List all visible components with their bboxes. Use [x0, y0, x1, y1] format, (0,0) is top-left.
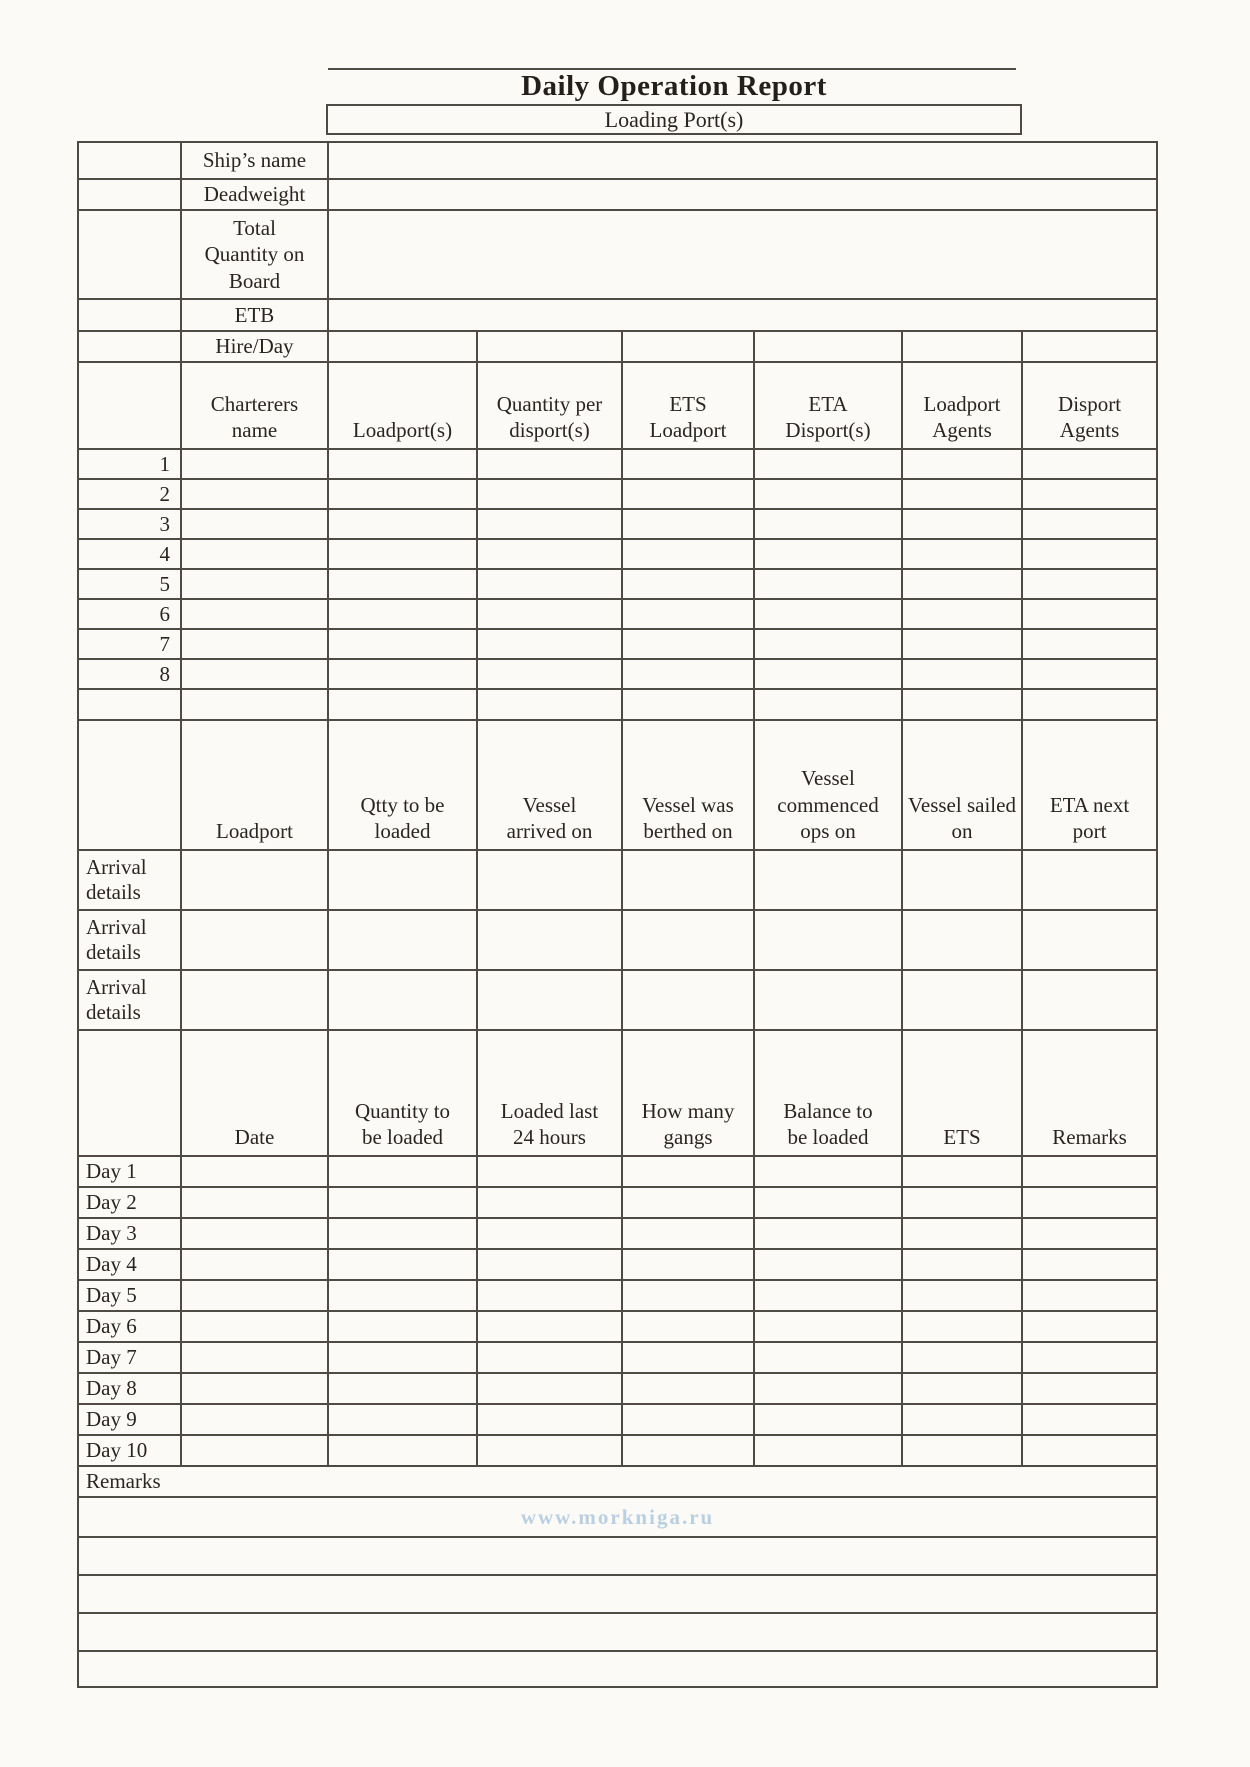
- header-date-text: Date: [234, 1124, 275, 1149]
- empty-cell: [754, 910, 902, 970]
- empty-cell: [1022, 659, 1157, 689]
- empty-cell: [181, 659, 328, 689]
- empty-cell: [1022, 689, 1157, 720]
- header-vessel-arrived-on: [477, 720, 622, 850]
- charterer-row-4: [78, 539, 1157, 569]
- empty-cell: [1022, 1218, 1157, 1249]
- empty-cell: [1022, 539, 1157, 569]
- empty-cell: [181, 1280, 328, 1311]
- empty-cell: [902, 850, 1022, 910]
- empty-cell: [902, 1280, 1022, 1311]
- header-eta-next-port-text: ETA next port: [1049, 792, 1130, 843]
- empty-cell: [477, 1218, 622, 1249]
- empty-cell: [328, 479, 477, 509]
- empty-cell: [328, 689, 477, 720]
- empty-cell: [477, 1373, 622, 1404]
- empty-cell: [1022, 1280, 1157, 1311]
- empty-cell: [622, 1156, 754, 1187]
- header-loadports: [328, 362, 477, 449]
- empty-cell: [1022, 1249, 1157, 1280]
- empty-cell: [902, 509, 1022, 539]
- ships-name-label: [181, 142, 328, 179]
- row-number: 3: [78, 509, 181, 539]
- empty-cell: [622, 331, 754, 362]
- empty-cell: [1022, 509, 1157, 539]
- header-loadports-text: Loadport(s): [352, 417, 453, 442]
- info-row-hire-day: [78, 331, 1157, 362]
- empty-cell: [181, 449, 328, 479]
- header-disport-agents: [1022, 362, 1157, 449]
- empty-cell: [622, 1187, 754, 1218]
- empty-cell: [622, 599, 754, 629]
- deadweight-label: [181, 179, 328, 210]
- empty-cell: [754, 1435, 902, 1466]
- day-label: Day 10: [78, 1435, 181, 1466]
- header-loadport: [181, 720, 328, 850]
- empty-cell: [902, 1311, 1022, 1342]
- empty-cell: [181, 539, 328, 569]
- empty-cell: [328, 569, 477, 599]
- empty-cell: [1022, 599, 1157, 629]
- charterer-row-7: [78, 629, 1157, 659]
- empty-cell: [78, 179, 181, 210]
- page-title: Daily Operation Report: [521, 70, 827, 102]
- empty-cell: [328, 659, 477, 689]
- empty-cell: [622, 509, 754, 539]
- hire-day-label: [181, 331, 328, 362]
- empty-cell: [1022, 1187, 1157, 1218]
- day-label: Day 9: [78, 1404, 181, 1435]
- empty-cell: [622, 629, 754, 659]
- header-quantity-to-be-loaded: [328, 1030, 477, 1156]
- row-number: 1: [78, 449, 181, 479]
- deadweight-value-cell: [328, 179, 1157, 210]
- header-ets: [902, 1030, 1022, 1156]
- spacer-row: [78, 689, 1157, 720]
- empty-cell: [902, 1218, 1022, 1249]
- empty-cell: [181, 1373, 328, 1404]
- empty-cell: [754, 539, 902, 569]
- day-row-6: [78, 1311, 1157, 1342]
- day-row-2: [78, 1187, 1157, 1218]
- empty-cell: [477, 850, 622, 910]
- empty-cell: [622, 659, 754, 689]
- empty-cell: [622, 539, 754, 569]
- empty-cell: [181, 1435, 328, 1466]
- info-row-etb: [78, 299, 1157, 331]
- empty-cell: [328, 509, 477, 539]
- empty-cell: [1022, 850, 1157, 910]
- header-ets-loadport: [622, 362, 754, 449]
- header-charterers-name-text: Charterers name: [210, 391, 299, 442]
- free-row-3: [78, 1575, 1157, 1613]
- empty-cell: [181, 479, 328, 509]
- remarks-row: [78, 1466, 1157, 1497]
- day-label: Day 5: [78, 1280, 181, 1311]
- empty-cell: [902, 1404, 1022, 1435]
- empty-cell: [902, 599, 1022, 629]
- empty-cell: [1022, 449, 1157, 479]
- empty-cell: [1022, 1156, 1157, 1187]
- total-quantity-label: [181, 210, 328, 299]
- header-loadport-agents-text: Loadport Agents: [923, 391, 1001, 442]
- empty-cell: [1022, 1435, 1157, 1466]
- empty-cell: [328, 539, 477, 569]
- empty-cell: [181, 1218, 328, 1249]
- empty-cell: [622, 910, 754, 970]
- day-label: Day 3: [78, 1218, 181, 1249]
- empty-cell: [328, 331, 477, 362]
- row-number: 7: [78, 629, 181, 659]
- empty-cell: [477, 1342, 622, 1373]
- empty-cell: [902, 449, 1022, 479]
- empty-cell: [754, 850, 902, 910]
- empty-cell: [328, 1156, 477, 1187]
- arrival-details-label: Arrival details: [78, 970, 181, 1030]
- header-balance-to-be-loaded-text: Balance to be loaded: [783, 1098, 873, 1149]
- empty-cell: [622, 1404, 754, 1435]
- empty-cell: [328, 850, 477, 910]
- ships-name-value-cell: [328, 142, 1157, 179]
- empty-cell: [181, 689, 328, 720]
- empty-cell: [754, 331, 902, 362]
- empty-cell: [181, 1249, 328, 1280]
- empty-cell: [181, 599, 328, 629]
- arrival-details-row-2: [78, 910, 1157, 970]
- day-label: Day 1: [78, 1156, 181, 1187]
- empty-cell: [902, 1435, 1022, 1466]
- header-vessel-commenced-ops-on: [754, 720, 902, 850]
- empty-cell: [181, 629, 328, 659]
- empty-cell: [622, 1218, 754, 1249]
- header-loadport-text: Loadport: [216, 818, 293, 843]
- empty-cell: [78, 331, 181, 362]
- charterer-row-6: [78, 599, 1157, 629]
- total-quantity-value-cell: [328, 210, 1157, 299]
- header-eta-disports-text: ETA Disport(s): [785, 391, 871, 442]
- empty-cell: [1022, 1342, 1157, 1373]
- empty-cell: [1022, 970, 1157, 1030]
- empty-cell: [328, 449, 477, 479]
- empty-cell: [477, 1280, 622, 1311]
- charterer-row-3: [78, 509, 1157, 539]
- header-vessel-sailed-on-text: Vessel sailed on: [908, 792, 1016, 843]
- header-date: [181, 1030, 328, 1156]
- empty-cell: [477, 1404, 622, 1435]
- empty-cell: [622, 1342, 754, 1373]
- empty-cell: [181, 1342, 328, 1373]
- empty-cell: [902, 1187, 1022, 1218]
- day-label: Day 8: [78, 1373, 181, 1404]
- empty-cell: [328, 1373, 477, 1404]
- loading-ports-header: Loading Port(s): [326, 104, 1022, 135]
- empty-cell: [477, 1311, 622, 1342]
- empty-cell: [754, 599, 902, 629]
- empty-cell: [328, 1187, 477, 1218]
- day-label: Day 4: [78, 1249, 181, 1280]
- empty-cell: [477, 1249, 622, 1280]
- empty-cell: [902, 659, 1022, 689]
- empty-cell: [78, 1575, 1157, 1613]
- empty-cell: [328, 1404, 477, 1435]
- empty-cell: [622, 1435, 754, 1466]
- free-row-2: [78, 1537, 1157, 1575]
- free-row-4: [78, 1613, 1157, 1651]
- empty-cell: [477, 659, 622, 689]
- watermark-text: www.morkniga.ru: [520, 1504, 715, 1529]
- empty-cell: [902, 569, 1022, 599]
- empty-cell: [78, 142, 181, 179]
- empty-cell: [622, 449, 754, 479]
- etb-label: [181, 299, 328, 331]
- empty-cell: [902, 689, 1022, 720]
- header-charterers-name: [181, 362, 328, 449]
- empty-cell: [622, 1280, 754, 1311]
- arrival-details-row-3: [78, 970, 1157, 1030]
- header-vessel-arrived-on-text: Vessel arrived on: [506, 792, 593, 843]
- header-how-many-gangs: [622, 1030, 754, 1156]
- watermark-cell: [78, 1497, 1157, 1537]
- empty-cell: [477, 479, 622, 509]
- info-row-ships-name: [78, 142, 1157, 179]
- empty-cell: [754, 970, 902, 1030]
- day-row-5: [78, 1280, 1157, 1311]
- empty-cell: [754, 659, 902, 689]
- day-row-10: [78, 1435, 1157, 1466]
- header-vessel-commenced-ops-on-text: Vessel commenced ops on: [777, 766, 879, 843]
- daily-header-row: [78, 1030, 1157, 1156]
- empty-cell: [78, 1613, 1157, 1651]
- vessel-header-row: [78, 720, 1157, 850]
- empty-cell: [477, 1187, 622, 1218]
- empty-cell: [328, 1218, 477, 1249]
- empty-cell: [622, 850, 754, 910]
- empty-cell: [754, 1342, 902, 1373]
- header-qtty-to-be-loaded: [328, 720, 477, 850]
- empty-cell: [181, 1404, 328, 1435]
- empty-cell: [1022, 331, 1157, 362]
- empty-cell: [328, 1311, 477, 1342]
- empty-cell: [754, 1156, 902, 1187]
- empty-cell: [181, 1156, 328, 1187]
- row-number: 2: [78, 479, 181, 509]
- empty-cell: [622, 1373, 754, 1404]
- empty-cell: [754, 569, 902, 599]
- empty-cell: [622, 689, 754, 720]
- empty-cell: [477, 689, 622, 720]
- header-loaded-last-24-hours-text: Loaded last 24 hours: [500, 1098, 599, 1149]
- empty-cell: [1022, 1373, 1157, 1404]
- header-remarks-text: Remarks: [1052, 1124, 1127, 1149]
- header-vessel-was-berthed-on-text: Vessel was berthed on: [642, 792, 734, 843]
- row-number: 5: [78, 569, 181, 599]
- day-label: Day 6: [78, 1311, 181, 1342]
- day-label: Day 2: [78, 1187, 181, 1218]
- charterer-row-1: [78, 449, 1157, 479]
- empty-cell: [181, 569, 328, 599]
- empty-cell: [1022, 569, 1157, 599]
- empty-cell: [754, 1404, 902, 1435]
- etb-label-text: ETB: [234, 302, 275, 327]
- info-row-total-quantity: [78, 210, 1157, 299]
- header-balance-to-be-loaded: [754, 1030, 902, 1156]
- empty-cell: [328, 599, 477, 629]
- empty-header-cell: [78, 1030, 181, 1156]
- empty-cell: [328, 629, 477, 659]
- header-remarks: [1022, 1030, 1157, 1156]
- day-row-8: [78, 1373, 1157, 1404]
- empty-cell: [328, 1342, 477, 1373]
- empty-cell: [181, 509, 328, 539]
- empty-cell: [1022, 1404, 1157, 1435]
- empty-cell: [78, 689, 181, 720]
- arrival-details-label: Arrival details: [78, 910, 181, 970]
- header-loadport-agents: [902, 362, 1022, 449]
- empty-cell: [902, 629, 1022, 659]
- charterers-header-row: [78, 362, 1157, 449]
- empty-cell: [1022, 629, 1157, 659]
- empty-cell: [181, 1311, 328, 1342]
- empty-cell: [902, 970, 1022, 1030]
- empty-cell: [328, 910, 477, 970]
- empty-cell: [754, 1373, 902, 1404]
- empty-cell: [78, 1651, 1157, 1687]
- empty-cell: [622, 569, 754, 599]
- hire-day-label-text: Hire/Day: [215, 334, 294, 359]
- empty-cell: [477, 970, 622, 1030]
- ships-name-label-text: Ship’s name: [202, 148, 307, 173]
- arrival-details-label: Arrival details: [78, 850, 181, 910]
- empty-cell: [328, 1435, 477, 1466]
- header-qtty-to-be-loaded-text: Qtty to be loaded: [360, 792, 445, 843]
- charterer-row-5: [78, 569, 1157, 599]
- empty-cell: [477, 599, 622, 629]
- header-loaded-last-24-hours: [477, 1030, 622, 1156]
- empty-cell: [78, 299, 181, 331]
- empty-cell: [1022, 479, 1157, 509]
- empty-cell: [477, 1435, 622, 1466]
- header-quantity-to-be-loaded-text: Quantity to be loaded: [354, 1098, 451, 1149]
- empty-cell: [902, 1373, 1022, 1404]
- header-ets-loadport-text: ETS Loadport: [649, 391, 727, 442]
- info-row-deadweight: [78, 179, 1157, 210]
- header-vessel-sailed-on: [902, 720, 1022, 850]
- empty-cell: [902, 1342, 1022, 1373]
- empty-cell: [754, 449, 902, 479]
- empty-cell: [1022, 1311, 1157, 1342]
- empty-cell: [622, 1311, 754, 1342]
- empty-cell: [328, 970, 477, 1030]
- empty-header-cell: [78, 720, 181, 850]
- empty-cell: [1022, 910, 1157, 970]
- header-quantity-per-disports: [477, 362, 622, 449]
- empty-cell: [181, 850, 328, 910]
- day-row-7: [78, 1342, 1157, 1373]
- empty-cell: [181, 1187, 328, 1218]
- daily-operation-report-table: [77, 141, 1158, 1688]
- row-number: 6: [78, 599, 181, 629]
- empty-cell: [622, 1249, 754, 1280]
- empty-cell: [754, 1187, 902, 1218]
- row-number: 4: [78, 539, 181, 569]
- header-ets-text: ETS: [943, 1124, 981, 1149]
- header-eta-next-port: [1022, 720, 1157, 850]
- header-how-many-gangs-text: How many gangs: [641, 1098, 735, 1149]
- empty-cell: [477, 331, 622, 362]
- empty-cell: [902, 910, 1022, 970]
- empty-cell: [754, 629, 902, 659]
- empty-cell: [902, 331, 1022, 362]
- day-row-4: [78, 1249, 1157, 1280]
- charterer-row-2: [78, 479, 1157, 509]
- empty-cell: [181, 970, 328, 1030]
- empty-cell: [754, 1280, 902, 1311]
- empty-cell: [754, 689, 902, 720]
- empty-cell: [477, 569, 622, 599]
- empty-cell: [754, 509, 902, 539]
- day-row-3: [78, 1218, 1157, 1249]
- empty-cell: [477, 509, 622, 539]
- empty-cell: [477, 449, 622, 479]
- empty-cell: [477, 539, 622, 569]
- header-quantity-per-disports-text: Quantity per disport(s): [496, 391, 603, 442]
- empty-cell: [754, 1249, 902, 1280]
- arrival-details-row-1: [78, 850, 1157, 910]
- empty-cell: [477, 910, 622, 970]
- day-row-1: [78, 1156, 1157, 1187]
- empty-cell: [902, 479, 1022, 509]
- empty-cell: [78, 210, 181, 299]
- row-number: 8: [78, 659, 181, 689]
- empty-cell: [328, 1249, 477, 1280]
- empty-header-cell: [78, 362, 181, 449]
- empty-cell: [477, 629, 622, 659]
- remarks-label: Remarks: [78, 1466, 1157, 1497]
- total-quantity-label-text: Total Quantity on Board: [204, 216, 305, 293]
- empty-cell: [902, 539, 1022, 569]
- header-vessel-was-berthed-on: [622, 720, 754, 850]
- empty-cell: [622, 479, 754, 509]
- empty-cell: [754, 479, 902, 509]
- header-eta-disports: [754, 362, 902, 449]
- day-label: Day 7: [78, 1342, 181, 1373]
- day-row-9: [78, 1404, 1157, 1435]
- empty-cell: [477, 1156, 622, 1187]
- header-disport-agents-text: Disport Agents: [1058, 391, 1122, 442]
- charterer-row-8: [78, 659, 1157, 689]
- free-row-1: [78, 1497, 1157, 1537]
- deadweight-label-text: Deadweight: [203, 182, 306, 207]
- empty-cell: [328, 1280, 477, 1311]
- free-row-5: [78, 1651, 1157, 1687]
- empty-cell: [181, 910, 328, 970]
- empty-cell: [902, 1156, 1022, 1187]
- empty-cell: [754, 1218, 902, 1249]
- empty-cell: [754, 1311, 902, 1342]
- empty-cell: [622, 970, 754, 1030]
- empty-cell: [78, 1537, 1157, 1575]
- etb-value-cell: [328, 299, 1157, 331]
- empty-cell: [902, 1249, 1022, 1280]
